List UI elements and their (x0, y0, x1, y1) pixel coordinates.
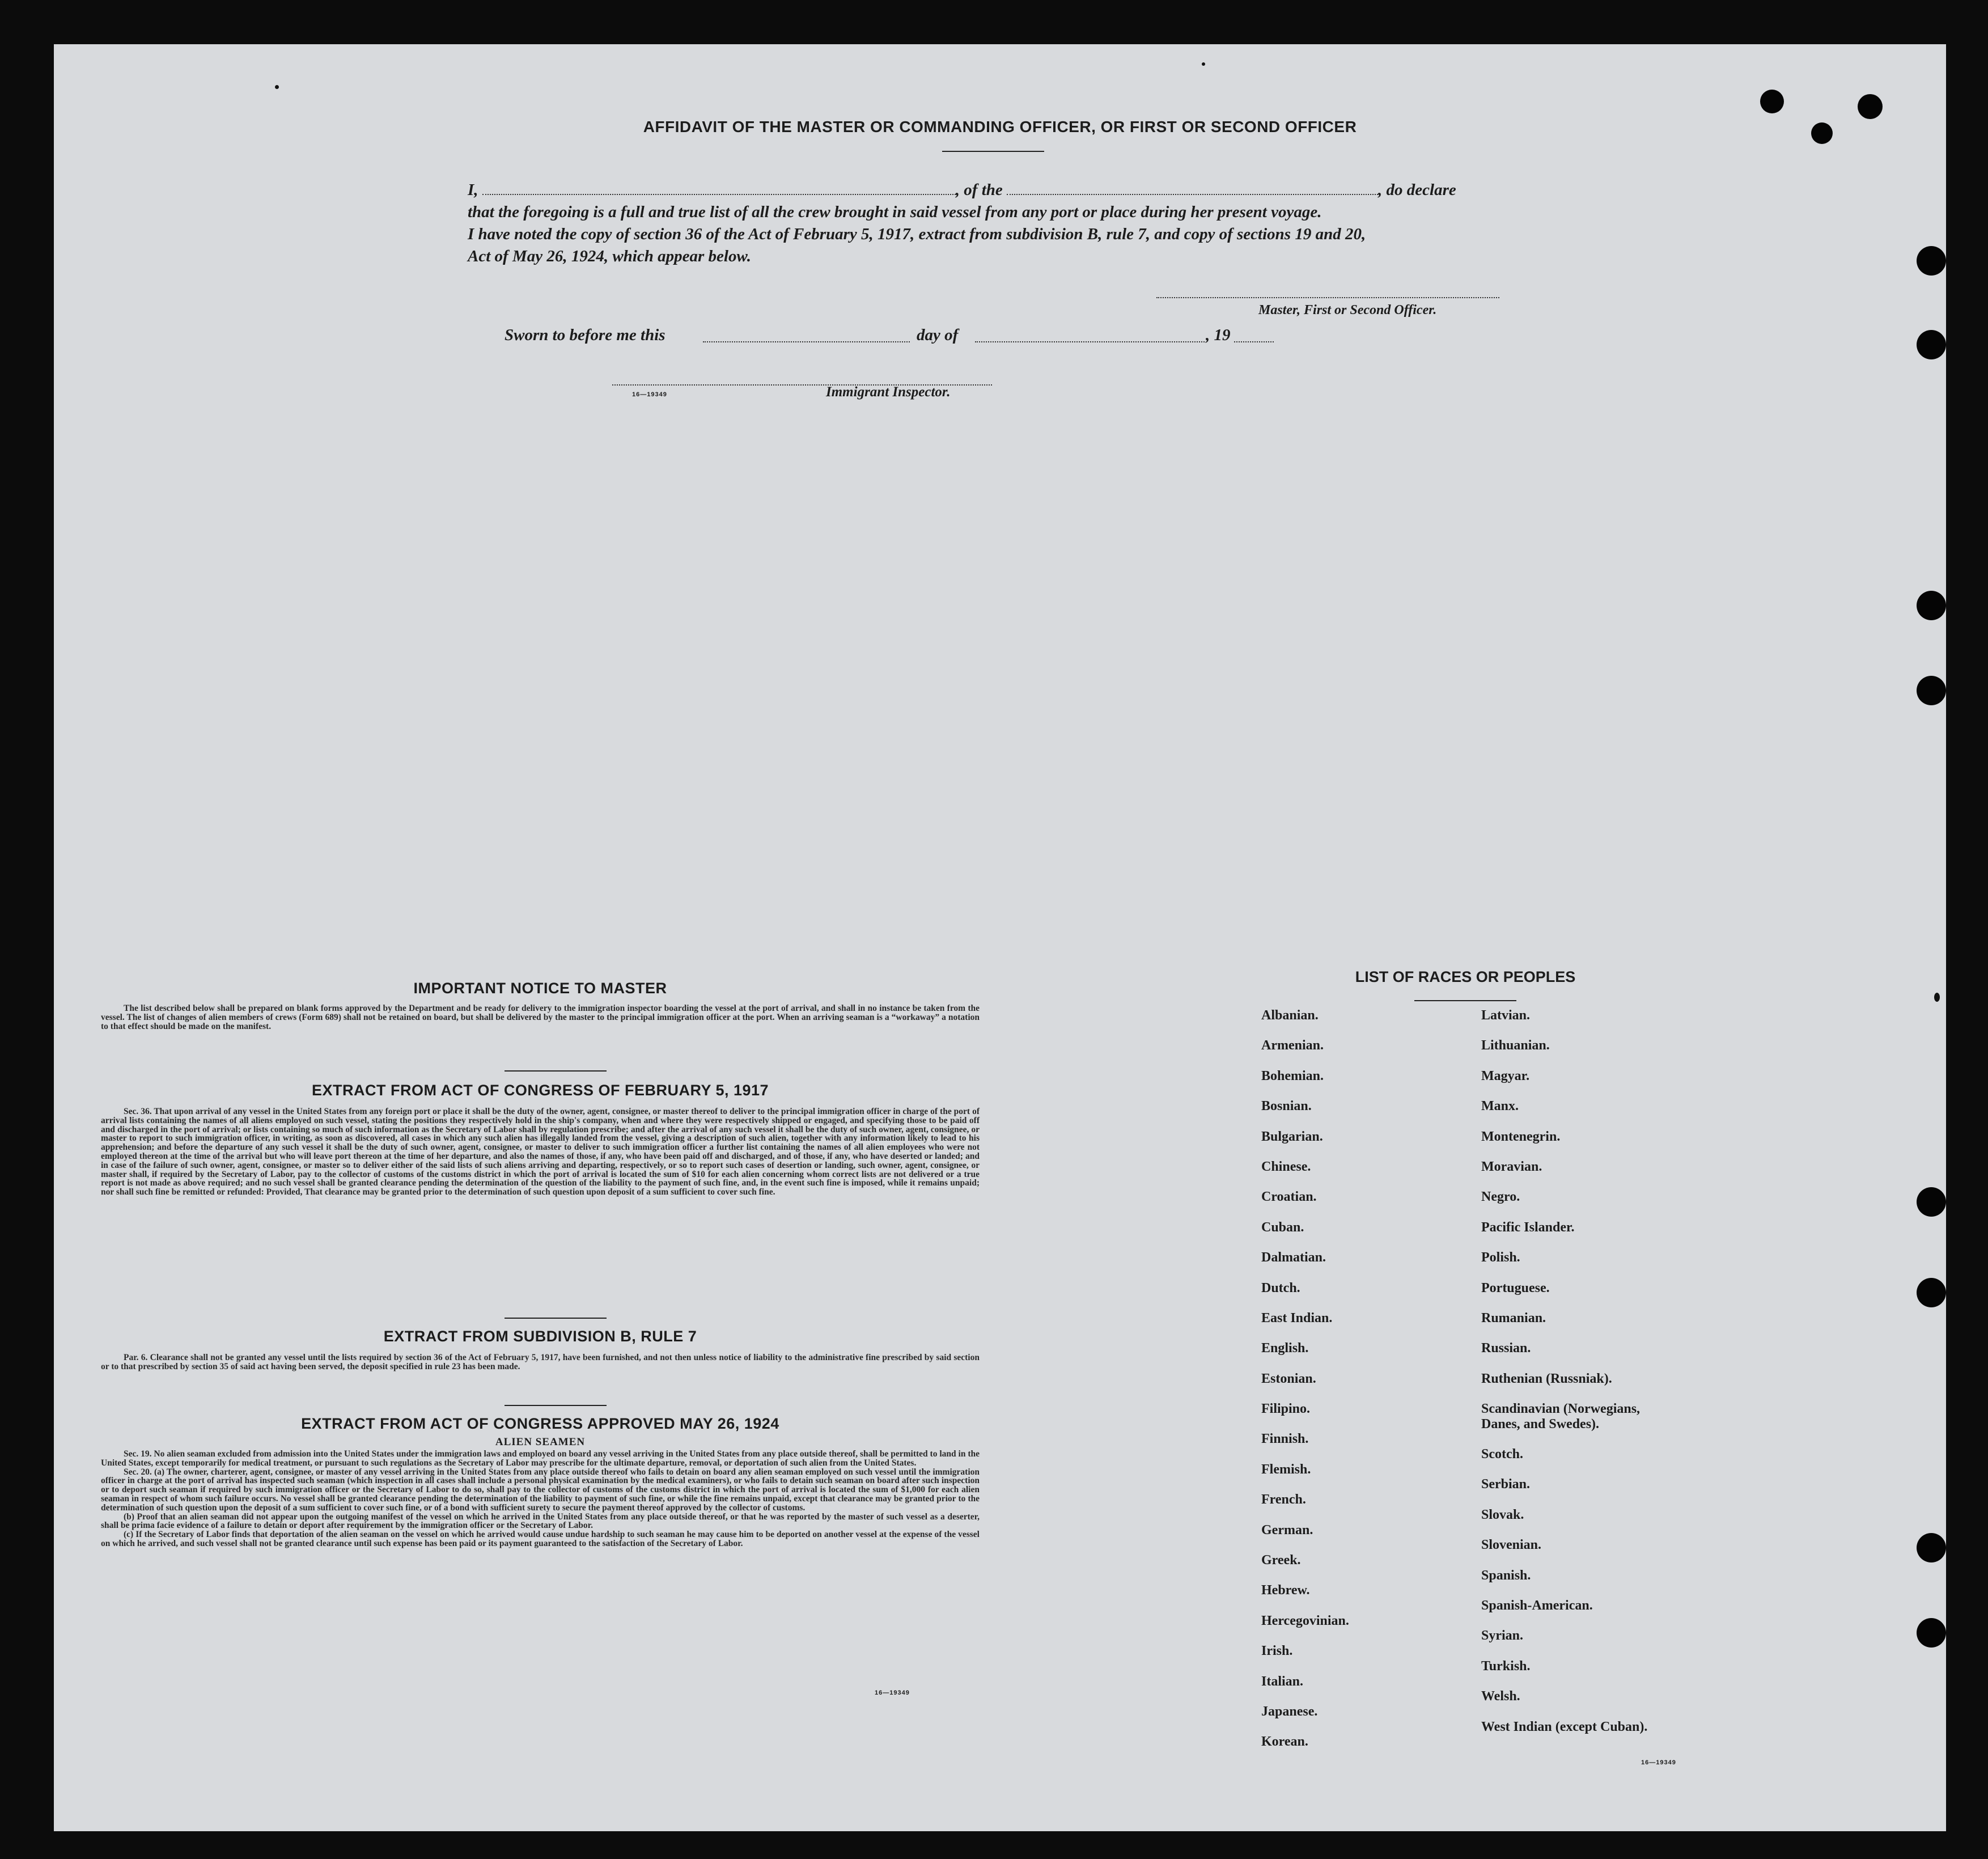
race-item: Finnish. (1261, 1432, 1309, 1447)
race-item: Croatian. (1261, 1189, 1317, 1205)
punch-hole (1917, 591, 1946, 620)
races-right-column (1481, 1008, 1647, 1750)
ink-speck (1934, 993, 1940, 1002)
document-sheet (54, 44, 1946, 1831)
punch-hole (1917, 330, 1946, 359)
race-item: Chinese. (1261, 1159, 1311, 1174)
punch-hole (1858, 94, 1883, 119)
race-item: Irish. (1261, 1644, 1293, 1659)
master-signature-label: Master, First or Second Officer. (1258, 303, 1437, 317)
sec-19-text: Sec. 19. No alien seaman excluded from admission into the United States under the immigration laws and employed on board any vessel arriving in the United States from any place outside thereof, shall be permitted to land in the United States, except temporarily for medical treatment, or pursuant to such regulations as the Secretary of Labor may prescribe for the ultimate departure, removal, or deportation of such alien from the United States. (101, 1449, 980, 1468)
extract-1917-text: Sec. 36. That upon arrival of any vessel in the United States from any foreign port or place it shall be the duty of the owner, agent, consignee, or master thereof to deliver to the principal immigration officer in charge of the port of arrival lists containing the names of all aliens employed on such vessel, stating the positions they respectively hold in the ship's company, when and where they were respectively shipped or engaged, and specifying those to be paid off and discharged in the port of arrival; or lists containing so much of such information as the Secretary of Labor shall by regulation prescribe; and after the arrival of any such vessel it shall be the duty of such owner, agent, consignee, or master to report to such immigration officer, in writing, as soon as discovered, all cases in which any such alien has illegally landed from the vessel, giving a description of such alien, together with any information likely to lead to his apprehension; and before the departure of any such vessel it shall be the duty of such owner, agent, consignee, or master to deliver to such immigration officer a further list containing the names of all alien employees who were not employed thereon at the time of the arrival but who will leave port thereon at the time of her departure, and also the names of those, if any, who have been paid off and discharged, and of those, if any, who have deserted or landed; and in case of the failure of such owner, agent, consignee, or master so to deliver either of the said lists of such aliens arriving and departing, respectively, or so to report such cases of desertion or landing, such owner, agent, consignee, or master shall, if required by the Secretary of Labor, pay to the collector of customs of the customs district in which the port of arrival is located the sum of $10 for each alien concerning whom correct lists are not delivered or a true report is not made as above required; and no such vessel shall be granted clearance pending the determination of the question of the liability to the payment of such fine, and, in the event such fine is imposed, while it remains unpaid; nor shall such fine be remitted or refunded: Provided, That clearance may be granted prior to the determination of such question upon deposit of a sum sufficient to cover such fine. (101, 1107, 980, 1197)
form-number: 16—19349 (875, 1689, 910, 1696)
race-item: Cuban. (1261, 1219, 1304, 1235)
alien-seamen-subtitle: ALIEN SEAMEN (495, 1436, 586, 1448)
sec-20a-text: Sec. 20. (a) The owner, charterer, agent, consignee, or master of any vessel arriving in the United States from any place outside thereof who fails to detain on board any alien seaman employed on such vessel until the immigration officer in charge at the port of arrival has inspected such seaman (which inspection in all cases shall include a personal physical examination by the medical examiners), or who fails to detain such seaman on board after such inspection or to deport such seaman if required by such immigration officer or the Secretary of Labor to do so, shall pay to the collector of customs of the customs district in which the port of arrival is located the sum of $1,000 for each alien seaman in respect of whom such failure occurs. No vessel shall be granted clearance pending the determination of the liability to payment of such fine, or while the fine remains unpaid, except that clearance may be granted prior to the determination of such question upon the deposit of a sum sufficient to cover such fine, or of a bond with sufficient surety to secure the payment thereof approved by the collector of customs. (101, 1467, 980, 1513)
race-item: Pacific Islander. (1481, 1219, 1575, 1235)
extract-1917-title: EXTRACT FROM ACT OF CONGRESS OF FEBRUARY 5, 1917 (311, 1082, 769, 1099)
race-item: Filipino. (1261, 1401, 1311, 1417)
section-divider (505, 1405, 607, 1406)
race-item: Japanese. (1261, 1704, 1318, 1719)
extract-1917-section (101, 1082, 980, 1197)
title-underline (942, 151, 1044, 152)
race-item: Flemish. (1261, 1462, 1311, 1477)
sworn-year-blank[interactable] (1234, 329, 1274, 342)
ink-speck (275, 85, 279, 89)
race-item: Estonian. (1261, 1371, 1316, 1386)
race-item: Latvian. (1481, 1008, 1531, 1023)
race-item: Syrian. (1481, 1628, 1524, 1644)
race-item: Portuguese. (1481, 1280, 1550, 1295)
race-item: Armenian. (1261, 1038, 1324, 1053)
form-number: 16—19349 (1641, 1759, 1676, 1766)
race-item: German. (1261, 1522, 1313, 1538)
do-declare-label: , do declare (1378, 181, 1456, 199)
inspector-signature-line[interactable] (612, 372, 992, 386)
of-the-label: , of the (955, 181, 1003, 199)
race-item: Korean. (1261, 1734, 1308, 1750)
race-item: Magyar. (1481, 1068, 1530, 1083)
race-item: West Indian (except Cuban). (1481, 1719, 1648, 1734)
sworn-label: Sworn to before me this (505, 326, 666, 344)
notice-title: IMPORTANT NOTICE TO MASTER (413, 980, 667, 997)
sworn-month-blank[interactable] (975, 329, 1205, 342)
punch-hole (1760, 90, 1784, 113)
sec-20b-text: (b) Proof that an alien seaman did not appear upon the outgoing manifest of the vessel on which he arrived in the United States from any place outside thereof, or that he was reported by the master of such vessel as a deserter, shall be prima facie evidence of a failure to detain or deport after requirement by the immigration officer or the Secretary of Labor. (101, 1511, 980, 1531)
race-item: Rumanian. (1481, 1310, 1546, 1326)
race-item: Lithuanian. (1481, 1038, 1550, 1053)
race-item: Bulgarian. (1261, 1129, 1323, 1144)
race-item: Slovak. (1481, 1507, 1524, 1522)
punch-hole (1917, 246, 1946, 276)
year-label: , 19 (1206, 326, 1231, 344)
section-divider (505, 1318, 607, 1319)
race-item: Bohemian. (1261, 1068, 1324, 1083)
punch-hole (1917, 1533, 1946, 1562)
affidavit-line-3: I have noted the copy of section 36 of the Act of February 5, 1917, extract from subdivision B, rule 7, and copy of sections 19 and 20, (468, 225, 1366, 243)
extract-1924-section (101, 1415, 980, 1548)
race-item: Hercegovinian. (1261, 1613, 1349, 1628)
race-item: Negro. (1481, 1189, 1520, 1205)
race-item: Polish. (1481, 1250, 1520, 1265)
race-item: Scotch. (1481, 1447, 1523, 1462)
subdivision-b-text: Par. 6. Clearance shall not be granted any vessel until the lists required by section 36 of the Act of February 5, 1917, have been furnished, and not then unless notice of liability to the administrative fine prescribed by said section or to that prescribed by section 35 of said act having been served, the deposit specified in rule 23 has been made. (101, 1353, 980, 1371)
notice-text: The list described below shall be prepared on blank forms approved by the Department and be ready for delivery to the immigration inspector boarding the vessel at the port of arrival, and shall in no instance be taken from the vessel. The list of changes of alien members of crews (Form 689) shall not be retained on board, but shall be delivered by the master to the principal immigration officer at the port. When an arriving seaman is a “workaway” a notation to that effect should be made on the manifest. (101, 1003, 980, 1031)
affidavit-line-4: Act of May 26, 1924, which appear below. (468, 247, 751, 265)
punch-hole (1917, 1187, 1946, 1217)
race-item: Welsh. (1481, 1689, 1520, 1704)
race-item: Scandinavian (Norwegians, Danes, and Swedes). (1481, 1401, 1641, 1432)
affidavit-title: AFFIDAVIT OF THE MASTER OR COMMANDING OFFICER, OR FIRST OR SECOND OFFICER (643, 118, 1357, 135)
race-item: Slovenian. (1481, 1538, 1542, 1553)
extract-1924-title: EXTRACT FROM ACT OF CONGRESS APPROVED MAY 26, 1924 (301, 1415, 779, 1432)
race-item: Ruthenian (Russniak). (1481, 1371, 1612, 1386)
races-left-column (1261, 1008, 1349, 1765)
section-divider (505, 1070, 607, 1072)
punch-hole (1917, 1618, 1946, 1648)
races-title: LIST OF RACES OR PEOPLES (1355, 968, 1576, 985)
race-item: Manx. (1481, 1099, 1519, 1114)
master-signature-line[interactable] (1156, 285, 1499, 298)
race-item: Hebrew. (1261, 1583, 1310, 1598)
race-item: Serbian. (1481, 1477, 1531, 1492)
race-item: Italian. (1261, 1674, 1304, 1689)
race-item: Dalmatian. (1261, 1250, 1326, 1265)
affidavit-line-2: that the foregoing is a full and true list of all the crew brought in said vessel from any port or place during her present voyage. (468, 203, 1322, 221)
ink-speck (1202, 62, 1205, 66)
inspector-signature-label: Immigrant Inspector. (826, 384, 951, 400)
form-number: 16—19349 (632, 391, 667, 398)
sec-20c-text: (c) If the Secretary of Labor finds that deportation of the alien seaman on the vessel on which he arrived would cause undue hardship to such seaman he may cause him to be deported on another vessel at the expense of the vessel on which he arrived, and such vessel shall not be granted clearance until such expense has been paid or its payment guaranteed to the satisfaction of the Secretary of Labor. (101, 1530, 980, 1548)
races-title-underline (1414, 1000, 1516, 1001)
race-item: Russian. (1481, 1341, 1531, 1356)
race-item: Dutch. (1261, 1280, 1300, 1295)
notice-section (101, 980, 980, 1031)
name-blank[interactable] (482, 181, 956, 195)
race-item: Turkish. (1481, 1658, 1531, 1674)
race-item: English. (1261, 1341, 1309, 1356)
subdivision-b-section (101, 1328, 980, 1371)
race-item: Greek. (1261, 1553, 1301, 1568)
affidavit-body (468, 179, 1576, 268)
punch-hole (1917, 676, 1946, 705)
punch-hole (1917, 1278, 1946, 1307)
affidavit-i: I, (468, 181, 478, 199)
day-of-label: day of (917, 326, 959, 344)
race-item: Albanian. (1261, 1008, 1319, 1023)
race-item: Bosnian. (1261, 1099, 1312, 1114)
race-item: Spanish. (1481, 1568, 1531, 1583)
race-item: Spanish-American. (1481, 1598, 1593, 1614)
sworn-day-blank[interactable] (703, 329, 910, 342)
race-item: French. (1261, 1492, 1306, 1507)
race-item: East Indian. (1261, 1310, 1333, 1326)
race-item: Moravian. (1481, 1159, 1542, 1174)
race-item: Montenegrin. (1481, 1129, 1561, 1144)
subdivision-b-title: EXTRACT FROM SUBDIVISION B, RULE 7 (383, 1328, 697, 1345)
vessel-blank[interactable] (1007, 181, 1378, 195)
